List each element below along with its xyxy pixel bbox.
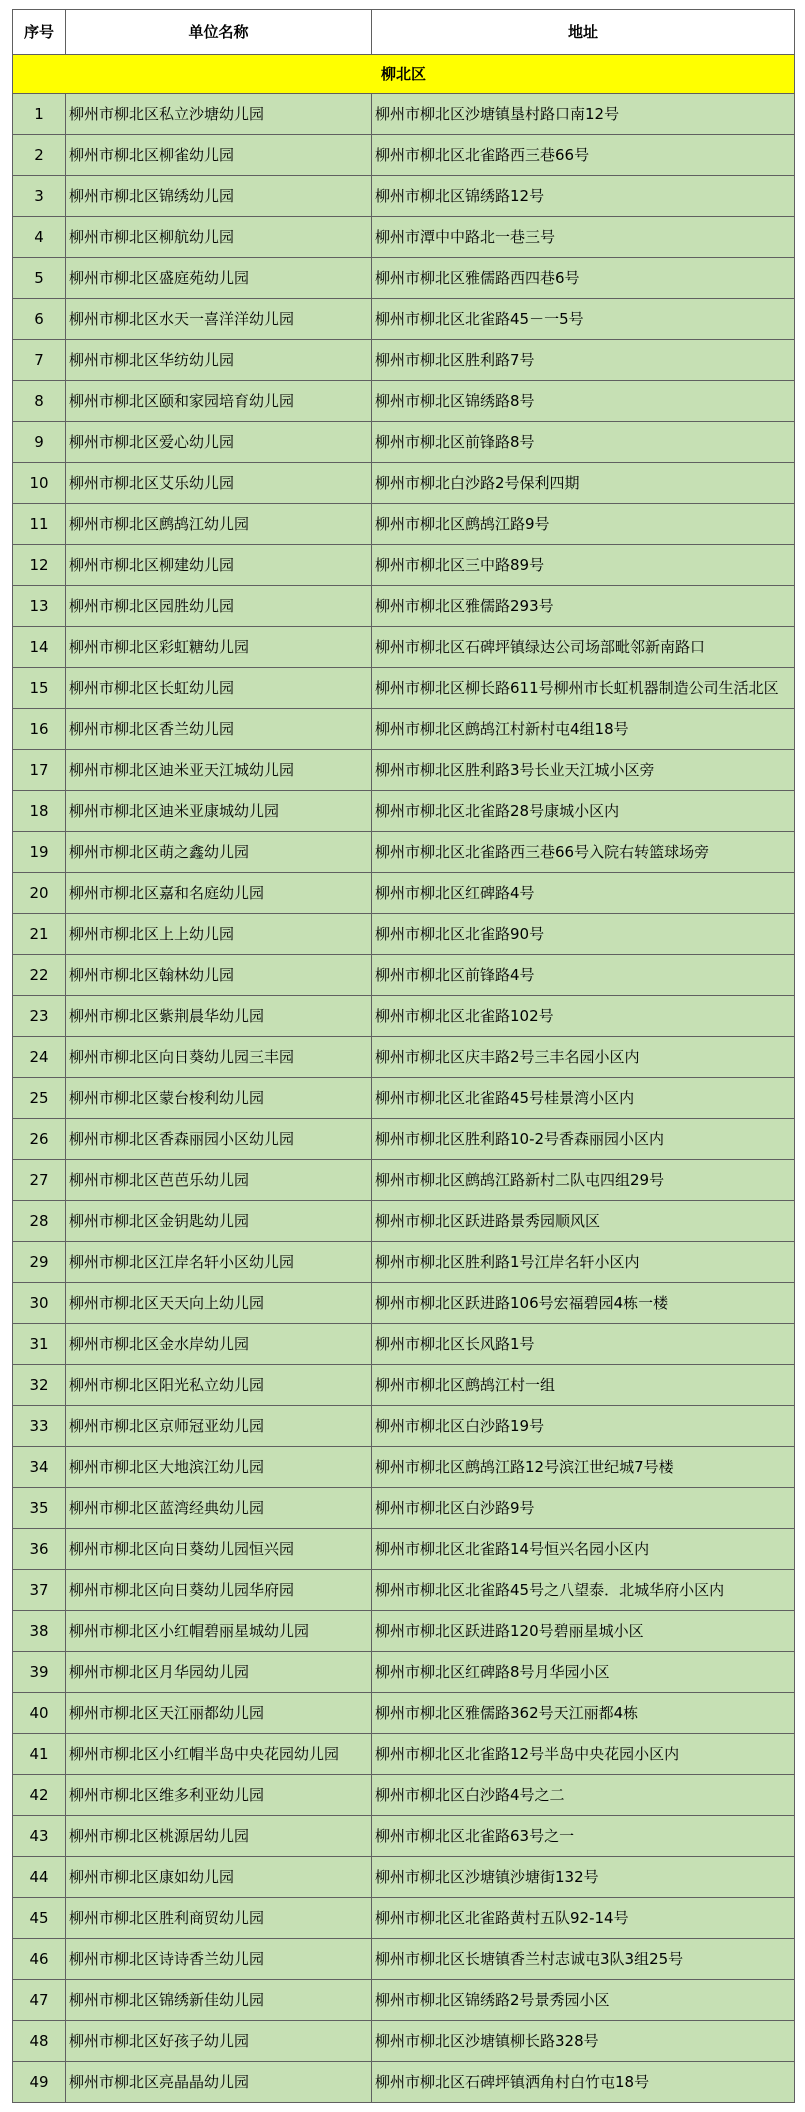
cell-name: 柳州市柳北区迪米亚康城幼儿园 bbox=[66, 791, 372, 832]
cell-name: 柳州市柳北区艾乐幼儿园 bbox=[66, 463, 372, 504]
cell-name: 柳州市柳北区小红帽半岛中央花园幼儿园 bbox=[66, 1734, 372, 1775]
table-row bbox=[13, 1570, 795, 1611]
cell-name: 柳州市柳北区长虹幼儿园 bbox=[66, 668, 372, 709]
cell-address: 柳州市柳北区胜利路1号江岸名轩小区内 bbox=[372, 1242, 795, 1283]
cell-name: 柳州市柳北区香森丽园小区幼儿园 bbox=[66, 1119, 372, 1160]
cell-name: 柳州市柳北区阳光私立幼儿园 bbox=[66, 1365, 372, 1406]
table-row bbox=[13, 2062, 795, 2103]
table-row bbox=[13, 1939, 795, 1980]
table-row bbox=[13, 1119, 795, 1160]
table-row bbox=[13, 545, 795, 586]
cell-name: 柳州市柳北区翰林幼儿园 bbox=[66, 955, 372, 996]
cell-address: 柳州市柳北区白沙路4号之二 bbox=[372, 1775, 795, 1816]
cell-address: 柳州市柳北区雅儒路西四巷6号 bbox=[372, 258, 795, 299]
table-row bbox=[13, 2021, 795, 2062]
cell-address: 柳州市柳北区鹧鸪江村新村屯4组18号 bbox=[372, 709, 795, 750]
header-address: 地址 bbox=[372, 10, 795, 55]
table-row bbox=[13, 1611, 795, 1652]
cell-address: 柳州市柳北区沙塘镇垦村路口南12号 bbox=[372, 94, 795, 135]
table-row bbox=[13, 1201, 795, 1242]
table-row bbox=[13, 1652, 795, 1693]
cell-address: 柳州市柳北区长风路1号 bbox=[372, 1324, 795, 1365]
cell-no: 13 bbox=[13, 586, 66, 627]
cell-name: 柳州市柳北区香兰幼儿园 bbox=[66, 709, 372, 750]
cell-no: 1 bbox=[13, 94, 66, 135]
table-row bbox=[13, 832, 795, 873]
cell-name: 柳州市柳北区彩虹糖幼儿园 bbox=[66, 627, 372, 668]
cell-address: 柳州市柳北区胜利路7号 bbox=[372, 340, 795, 381]
table-row bbox=[13, 340, 795, 381]
cell-no: 8 bbox=[13, 381, 66, 422]
cell-no: 24 bbox=[13, 1037, 66, 1078]
cell-address: 柳州市柳北区雅儒路293号 bbox=[372, 586, 795, 627]
cell-name: 柳州市柳北区上上幼儿园 bbox=[66, 914, 372, 955]
cell-address: 柳州市柳北区北雀路63号之一 bbox=[372, 1816, 795, 1857]
cell-name: 柳州市柳北区向日葵幼儿园华府园 bbox=[66, 1570, 372, 1611]
cell-address: 柳州市柳北区北雀路黄村五队92-14号 bbox=[372, 1898, 795, 1939]
table-row bbox=[13, 463, 795, 504]
cell-address: 柳州市柳北区柳长路611号柳州市长虹机器制造公司生活北区 bbox=[372, 668, 795, 709]
cell-name: 柳州市柳北区天江丽都幼儿园 bbox=[66, 1693, 372, 1734]
cell-no: 16 bbox=[13, 709, 66, 750]
cell-no: 15 bbox=[13, 668, 66, 709]
header-row bbox=[13, 10, 795, 55]
table-row bbox=[13, 955, 795, 996]
cell-name: 柳州市柳北区蒙台梭利幼儿园 bbox=[66, 1078, 372, 1119]
cell-address: 柳州市柳北区白沙路19号 bbox=[372, 1406, 795, 1447]
cell-address: 柳州市柳北区鹧鸪江路12号滨江世纪城7号楼 bbox=[372, 1447, 795, 1488]
cell-address: 柳州市柳北区红碑路8号月华园小区 bbox=[372, 1652, 795, 1693]
table-row bbox=[13, 258, 795, 299]
cell-address: 柳州市柳北区北雀路90号 bbox=[372, 914, 795, 955]
cell-address: 柳州市柳北区北雀路西三巷66号 bbox=[372, 135, 795, 176]
cell-name: 柳州市柳北区京师冠亚幼儿园 bbox=[66, 1406, 372, 1447]
cell-name: 柳州市柳北区柳建幼儿园 bbox=[66, 545, 372, 586]
cell-no: 32 bbox=[13, 1365, 66, 1406]
table-row bbox=[13, 1037, 795, 1078]
cell-address: 柳州市柳北区前锋路8号 bbox=[372, 422, 795, 463]
cell-address: 柳州市柳北区北雀路102号 bbox=[372, 996, 795, 1037]
cell-no: 31 bbox=[13, 1324, 66, 1365]
cell-name: 柳州市柳北区向日葵幼儿园三丰园 bbox=[66, 1037, 372, 1078]
table-row bbox=[13, 1447, 795, 1488]
cell-no: 22 bbox=[13, 955, 66, 996]
cell-name: 柳州市柳北区天天向上幼儿园 bbox=[66, 1283, 372, 1324]
cell-name: 柳州市柳北区金水岸幼儿园 bbox=[66, 1324, 372, 1365]
cell-address: 柳州市柳北区鹧鸪江村一组 bbox=[372, 1365, 795, 1406]
kindergarten-table bbox=[12, 9, 795, 2103]
cell-name: 柳州市柳北区向日葵幼儿园恒兴园 bbox=[66, 1529, 372, 1570]
cell-name: 柳州市柳北区颐和家园培育幼儿园 bbox=[66, 381, 372, 422]
table-row bbox=[13, 1242, 795, 1283]
cell-no: 20 bbox=[13, 873, 66, 914]
table-row bbox=[13, 1734, 795, 1775]
cell-address: 柳州市潭中中路北一巷三号 bbox=[372, 217, 795, 258]
cell-no: 3 bbox=[13, 176, 66, 217]
table-row bbox=[13, 299, 795, 340]
cell-name: 柳州市柳北区爱心幼儿园 bbox=[66, 422, 372, 463]
table-row bbox=[13, 1078, 795, 1119]
cell-address: 柳州市柳北区石碑坪镇洒角村白竹屯18号 bbox=[372, 2062, 795, 2103]
cell-no: 12 bbox=[13, 545, 66, 586]
cell-name: 柳州市柳北区园胜幼儿园 bbox=[66, 586, 372, 627]
cell-no: 28 bbox=[13, 1201, 66, 1242]
table-row bbox=[13, 94, 795, 135]
table-row bbox=[13, 873, 795, 914]
table-row bbox=[13, 914, 795, 955]
cell-no: 38 bbox=[13, 1611, 66, 1652]
cell-no: 18 bbox=[13, 791, 66, 832]
cell-address: 柳州市柳北区北雀路45－一5号 bbox=[372, 299, 795, 340]
table-row bbox=[13, 1898, 795, 1939]
table-row bbox=[13, 1980, 795, 2021]
cell-no: 2 bbox=[13, 135, 66, 176]
cell-no: 45 bbox=[13, 1898, 66, 1939]
cell-no: 27 bbox=[13, 1160, 66, 1201]
cell-name: 柳州市柳北区月华园幼儿园 bbox=[66, 1652, 372, 1693]
cell-no: 21 bbox=[13, 914, 66, 955]
table-row bbox=[13, 135, 795, 176]
cell-no: 19 bbox=[13, 832, 66, 873]
cell-no: 33 bbox=[13, 1406, 66, 1447]
cell-name: 柳州市柳北区锦绣幼儿园 bbox=[66, 176, 372, 217]
cell-address: 柳州市柳北区石碑坪镇绿达公司场部毗邻新南路口 bbox=[372, 627, 795, 668]
table-row bbox=[13, 627, 795, 668]
cell-no: 10 bbox=[13, 463, 66, 504]
cell-name: 柳州市柳北区桃源居幼儿园 bbox=[66, 1816, 372, 1857]
cell-address: 柳州市柳北区锦绣路8号 bbox=[372, 381, 795, 422]
cell-no: 37 bbox=[13, 1570, 66, 1611]
cell-name: 柳州市柳北区柳航幼儿园 bbox=[66, 217, 372, 258]
table-row bbox=[13, 1160, 795, 1201]
table-row bbox=[13, 381, 795, 422]
table-row bbox=[13, 586, 795, 627]
cell-address: 柳州市柳北区跃进路120号碧丽星城小区 bbox=[372, 1611, 795, 1652]
cell-name: 柳州市柳北区大地滨江幼儿园 bbox=[66, 1447, 372, 1488]
cell-address: 柳州市柳北区北雀路14号恒兴名园小区内 bbox=[372, 1529, 795, 1570]
cell-address: 柳州市柳北区北雀路28号康城小区内 bbox=[372, 791, 795, 832]
cell-no: 11 bbox=[13, 504, 66, 545]
section-title: 柳北区 bbox=[13, 55, 795, 94]
header-no: 序号 bbox=[13, 10, 66, 55]
table-row bbox=[13, 1324, 795, 1365]
section-row bbox=[13, 55, 795, 94]
cell-no: 34 bbox=[13, 1447, 66, 1488]
cell-address: 柳州市柳北区北雀路西三巷66号入院右转篮球场旁 bbox=[372, 832, 795, 873]
table-row bbox=[13, 1775, 795, 1816]
cell-no: 46 bbox=[13, 1939, 66, 1980]
table-row bbox=[13, 750, 795, 791]
cell-address: 柳州市柳北白沙路2号保利四期 bbox=[372, 463, 795, 504]
cell-name: 柳州市柳北区嘉和名庭幼儿园 bbox=[66, 873, 372, 914]
cell-name: 柳州市柳北区诗诗香兰幼儿园 bbox=[66, 1939, 372, 1980]
cell-name: 柳州市柳北区柳雀幼儿园 bbox=[66, 135, 372, 176]
cell-address: 柳州市柳北区鹧鸪江路9号 bbox=[372, 504, 795, 545]
table-row bbox=[13, 504, 795, 545]
header-name: 单位名称 bbox=[66, 10, 372, 55]
cell-address: 柳州市柳北区胜利路10-2号香森丽园小区内 bbox=[372, 1119, 795, 1160]
cell-name: 柳州市柳北区私立沙塘幼儿园 bbox=[66, 94, 372, 135]
cell-no: 23 bbox=[13, 996, 66, 1037]
cell-name: 柳州市柳北区萌之鑫幼儿园 bbox=[66, 832, 372, 873]
cell-no: 40 bbox=[13, 1693, 66, 1734]
cell-no: 36 bbox=[13, 1529, 66, 1570]
cell-no: 43 bbox=[13, 1816, 66, 1857]
cell-no: 47 bbox=[13, 1980, 66, 2021]
cell-no: 4 bbox=[13, 217, 66, 258]
table-row bbox=[13, 1857, 795, 1898]
cell-address: 柳州市柳北区白沙路9号 bbox=[372, 1488, 795, 1529]
cell-name: 柳州市柳北区好孩子幼儿园 bbox=[66, 2021, 372, 2062]
cell-address: 柳州市柳北区北雀路45号桂景湾小区内 bbox=[372, 1078, 795, 1119]
table-row bbox=[13, 1283, 795, 1324]
table-row bbox=[13, 217, 795, 258]
cell-name: 柳州市柳北区盛庭苑幼儿园 bbox=[66, 258, 372, 299]
table-row bbox=[13, 996, 795, 1037]
cell-no: 14 bbox=[13, 627, 66, 668]
cell-no: 42 bbox=[13, 1775, 66, 1816]
table-row bbox=[13, 422, 795, 463]
cell-address: 柳州市柳北区沙塘镇沙塘街132号 bbox=[372, 1857, 795, 1898]
table-row bbox=[13, 1529, 795, 1570]
cell-name: 柳州市柳北区亮晶晶幼儿园 bbox=[66, 2062, 372, 2103]
cell-address: 柳州市柳北区锦绣路12号 bbox=[372, 176, 795, 217]
table-row bbox=[13, 1488, 795, 1529]
cell-address: 柳州市柳北区北雀路12号半岛中央花园小区内 bbox=[372, 1734, 795, 1775]
cell-name: 柳州市柳北区康如幼儿园 bbox=[66, 1857, 372, 1898]
cell-no: 9 bbox=[13, 422, 66, 463]
table-row bbox=[13, 791, 795, 832]
cell-no: 49 bbox=[13, 2062, 66, 2103]
cell-name: 柳州市柳北区紫荆晨华幼儿园 bbox=[66, 996, 372, 1037]
cell-no: 44 bbox=[13, 1857, 66, 1898]
cell-no: 39 bbox=[13, 1652, 66, 1693]
cell-address: 柳州市柳北区跃进路景秀园顺风区 bbox=[372, 1201, 795, 1242]
cell-address: 柳州市柳北区胜利路3号长业天江城小区旁 bbox=[372, 750, 795, 791]
cell-name: 柳州市柳北区锦绣新佳幼儿园 bbox=[66, 1980, 372, 2021]
table-row bbox=[13, 668, 795, 709]
cell-no: 26 bbox=[13, 1119, 66, 1160]
cell-name: 柳州市柳北区水天一喜洋洋幼儿园 bbox=[66, 299, 372, 340]
cell-no: 35 bbox=[13, 1488, 66, 1529]
table-row bbox=[13, 176, 795, 217]
cell-no: 5 bbox=[13, 258, 66, 299]
cell-name: 柳州市柳北区蓝湾经典幼儿园 bbox=[66, 1488, 372, 1529]
cell-address: 柳州市柳北区锦绣路2号景秀园小区 bbox=[372, 1980, 795, 2021]
cell-address: 柳州市柳北区跃进路106号宏福碧园4栋一楼 bbox=[372, 1283, 795, 1324]
cell-address: 柳州市柳北区前锋路4号 bbox=[372, 955, 795, 996]
cell-name: 柳州市柳北区迪米亚天江城幼儿园 bbox=[66, 750, 372, 791]
cell-address: 柳州市柳北区沙塘镇柳长路328号 bbox=[372, 2021, 795, 2062]
cell-address: 柳州市柳北区长塘镇香兰村志诚屯3队3组25号 bbox=[372, 1939, 795, 1980]
cell-name: 柳州市柳北区芭芭乐幼儿园 bbox=[66, 1160, 372, 1201]
cell-no: 41 bbox=[13, 1734, 66, 1775]
cell-name: 柳州市柳北区小红帽碧丽星城幼儿园 bbox=[66, 1611, 372, 1652]
table-row bbox=[13, 1693, 795, 1734]
table-row bbox=[13, 1406, 795, 1447]
cell-no: 29 bbox=[13, 1242, 66, 1283]
cell-name: 柳州市柳北区金钥匙幼儿园 bbox=[66, 1201, 372, 1242]
cell-address: 柳州市柳北区庆丰路2号三丰名园小区内 bbox=[372, 1037, 795, 1078]
cell-no: 7 bbox=[13, 340, 66, 381]
cell-address: 柳州市柳北区北雀路45号之八望泰．北城华府小区内 bbox=[372, 1570, 795, 1611]
cell-no: 48 bbox=[13, 2021, 66, 2062]
cell-name: 柳州市柳北区维多利亚幼儿园 bbox=[66, 1775, 372, 1816]
cell-address: 柳州市柳北区鹧鸪江路新村二队屯四组29号 bbox=[372, 1160, 795, 1201]
cell-name: 柳州市柳北区江岸名轩小区幼儿园 bbox=[66, 1242, 372, 1283]
cell-no: 6 bbox=[13, 299, 66, 340]
table-row bbox=[13, 709, 795, 750]
table-row bbox=[13, 1816, 795, 1857]
table-row bbox=[13, 1365, 795, 1406]
cell-name: 柳州市柳北区鹧鸪江幼儿园 bbox=[66, 504, 372, 545]
cell-address: 柳州市柳北区三中路89号 bbox=[372, 545, 795, 586]
cell-no: 25 bbox=[13, 1078, 66, 1119]
cell-no: 30 bbox=[13, 1283, 66, 1324]
cell-name: 柳州市柳北区胜利商贸幼儿园 bbox=[66, 1898, 372, 1939]
cell-name: 柳州市柳北区华纺幼儿园 bbox=[66, 340, 372, 381]
cell-address: 柳州市柳北区红碑路4号 bbox=[372, 873, 795, 914]
cell-no: 17 bbox=[13, 750, 66, 791]
cell-address: 柳州市柳北区雅儒路362号天江丽都4栋 bbox=[372, 1693, 795, 1734]
